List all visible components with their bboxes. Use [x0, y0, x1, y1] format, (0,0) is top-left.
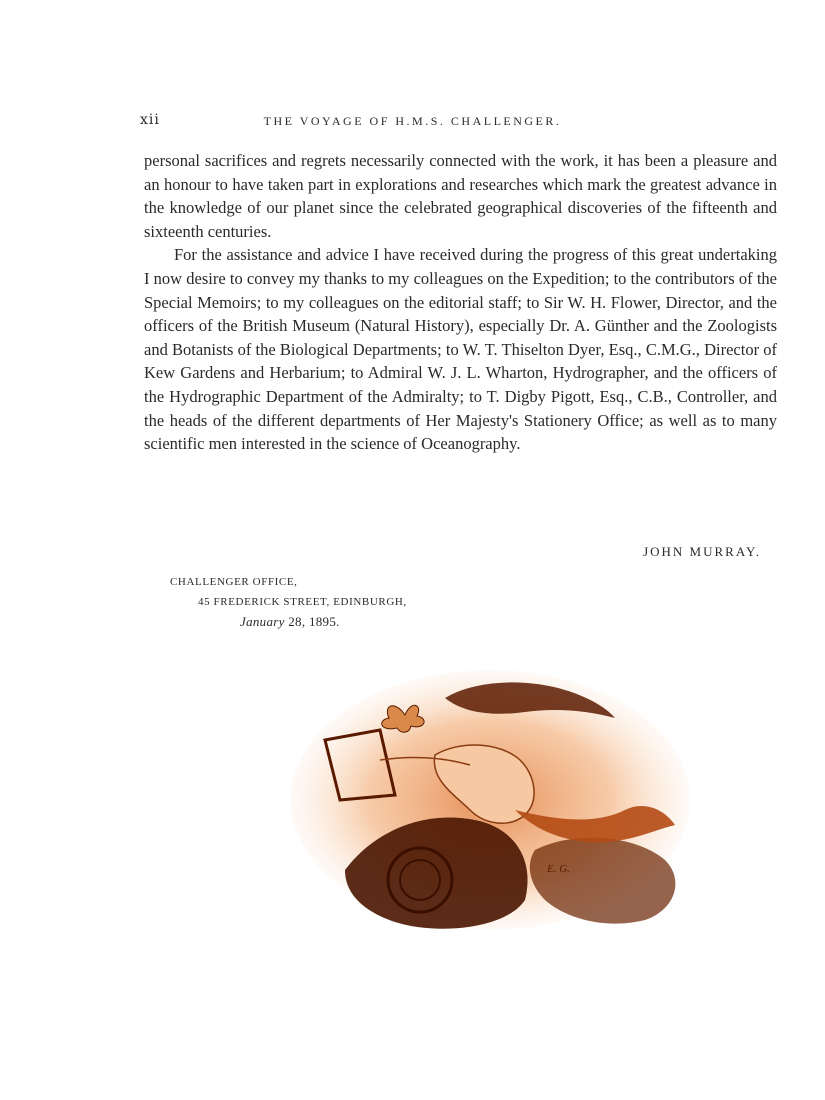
date-rest: 28, 1895.	[284, 614, 340, 629]
page-number: xii	[140, 112, 160, 128]
vignette-illustration	[285, 660, 705, 940]
running-head: THE VOYAGE OF H.M.S. CHALLENGER.	[263, 114, 562, 128]
address-block	[170, 572, 407, 632]
signature: JOHN MURRAY.	[643, 544, 761, 559]
address-date	[170, 612, 407, 632]
paragraph-1: personal sacrifices and regrets necessarily connected with the work, it has been a pleasure and an honour to have taken part in explorations and researches which mark the greatest advance in the knowledge of our planet since the celebrated geographical discoveries of the fifteenth and sixteenth centuries.	[144, 151, 777, 241]
paragraph-2: For the assistance and advice I have received during the progress of this great undertaking I now desire to convey my thanks to my colleagues on the Expedition; to the contributors of the Special Memoirs; to my colleagues on the editorial staff; to Sir W. H. Flower, Director, and the officers of the British Museum (Natural History), especially Dr. A. Günther and the Zoologists and Botanists of the Biological Departments; to W. T. Thiselton Dyer, Esq., C.M.G., Director of Kew Gardens and Herbarium; to Admiral W. J. L. Wharton, Hydrographer, and the officers of the Hydrographic Department of the Admiralty; to T. Digby Pigott, Esq., C.B., Controller, and the heads of the different departments of Her Majesty's Stationery Office; as well as to many scientific men interested in the science of Oceanography.	[144, 245, 777, 454]
body-text	[144, 149, 777, 456]
address-line-street: 45 FREDERICK STREET, EDINBURGH,	[198, 596, 407, 608]
artist-mark: E. G.	[547, 863, 570, 875]
date-month: January	[240, 614, 285, 629]
address-line-office: CHALLENGER OFFICE,	[170, 576, 298, 588]
